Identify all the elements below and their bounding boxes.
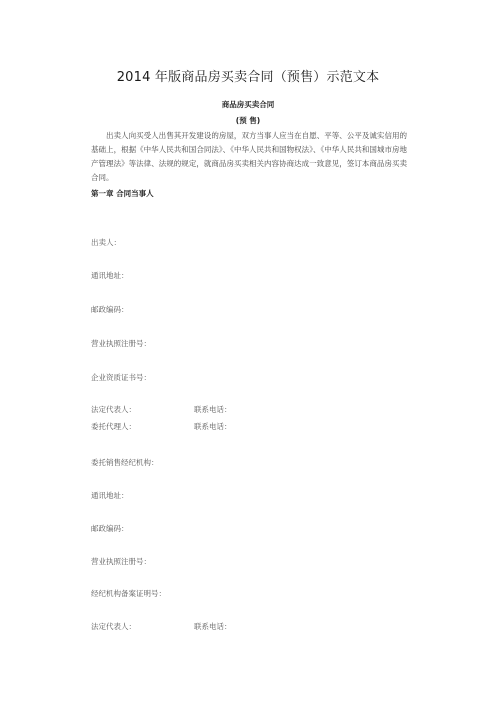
agent-phone-label: 联系电话： xyxy=(194,422,232,431)
agent-label: 委托代理人： xyxy=(91,422,136,431)
legal-rep-label: 法定代表人： xyxy=(91,405,136,414)
chapter-heading: 第一章 合同当事人 xyxy=(91,189,154,198)
broker-filing-field xyxy=(91,588,166,599)
qualification-label: 企业资质证书号： xyxy=(91,373,151,382)
broker-license-field xyxy=(91,556,151,567)
broker-filing-label: 经纪机构备案证明号： xyxy=(91,589,166,598)
broker-postcode-field xyxy=(91,523,129,534)
postcode-label: 邮政编码： xyxy=(91,305,129,314)
postcode-field xyxy=(91,304,129,315)
broker-legal-rep-label: 法定代表人： xyxy=(91,622,136,631)
address-label: 通讯地址： xyxy=(91,271,129,280)
broker-field xyxy=(91,457,159,468)
broker-legal-rep-row xyxy=(91,621,232,632)
seller-label: 出卖人： xyxy=(91,238,121,247)
presale-label: (预 售) xyxy=(235,116,261,125)
contract-subtitle: 商品房买卖合同 xyxy=(221,100,275,109)
address-field xyxy=(91,270,129,281)
broker-address-field xyxy=(91,490,129,501)
broker-license-label: 营业执照注册号： xyxy=(91,557,151,566)
agent-row xyxy=(91,421,232,432)
document-title: 2014 年版商品房买卖合同（预售）示范文本 xyxy=(116,70,380,85)
broker-postcode-label: 邮政编码： xyxy=(91,524,129,533)
license-field xyxy=(91,338,151,349)
qualification-field xyxy=(91,372,151,383)
broker-address-label: 通讯地址： xyxy=(91,491,129,500)
broker-label: 委托销售经纪机构： xyxy=(91,458,159,467)
phone-label: 联系电话： xyxy=(194,405,232,414)
broker-phone-label: 联系电话： xyxy=(194,622,232,631)
legal-rep-row xyxy=(91,404,232,415)
intro-paragraph: 出卖人向买受人出售其开发建设的房屋，双方当事人应当在自愿、平等、公平及诚实信用的基础上，根据《中华人民共和国合同法》、《中华人民共和国物权法》、《中华人民共和国城市房地产管理法》等法律、法规的规定，就商品房买卖相关内容协商达成一致意见，签订本商品房买卖合同。 xyxy=(91,131,407,182)
license-label: 营业执照注册号： xyxy=(91,339,151,348)
seller-field xyxy=(91,237,121,248)
